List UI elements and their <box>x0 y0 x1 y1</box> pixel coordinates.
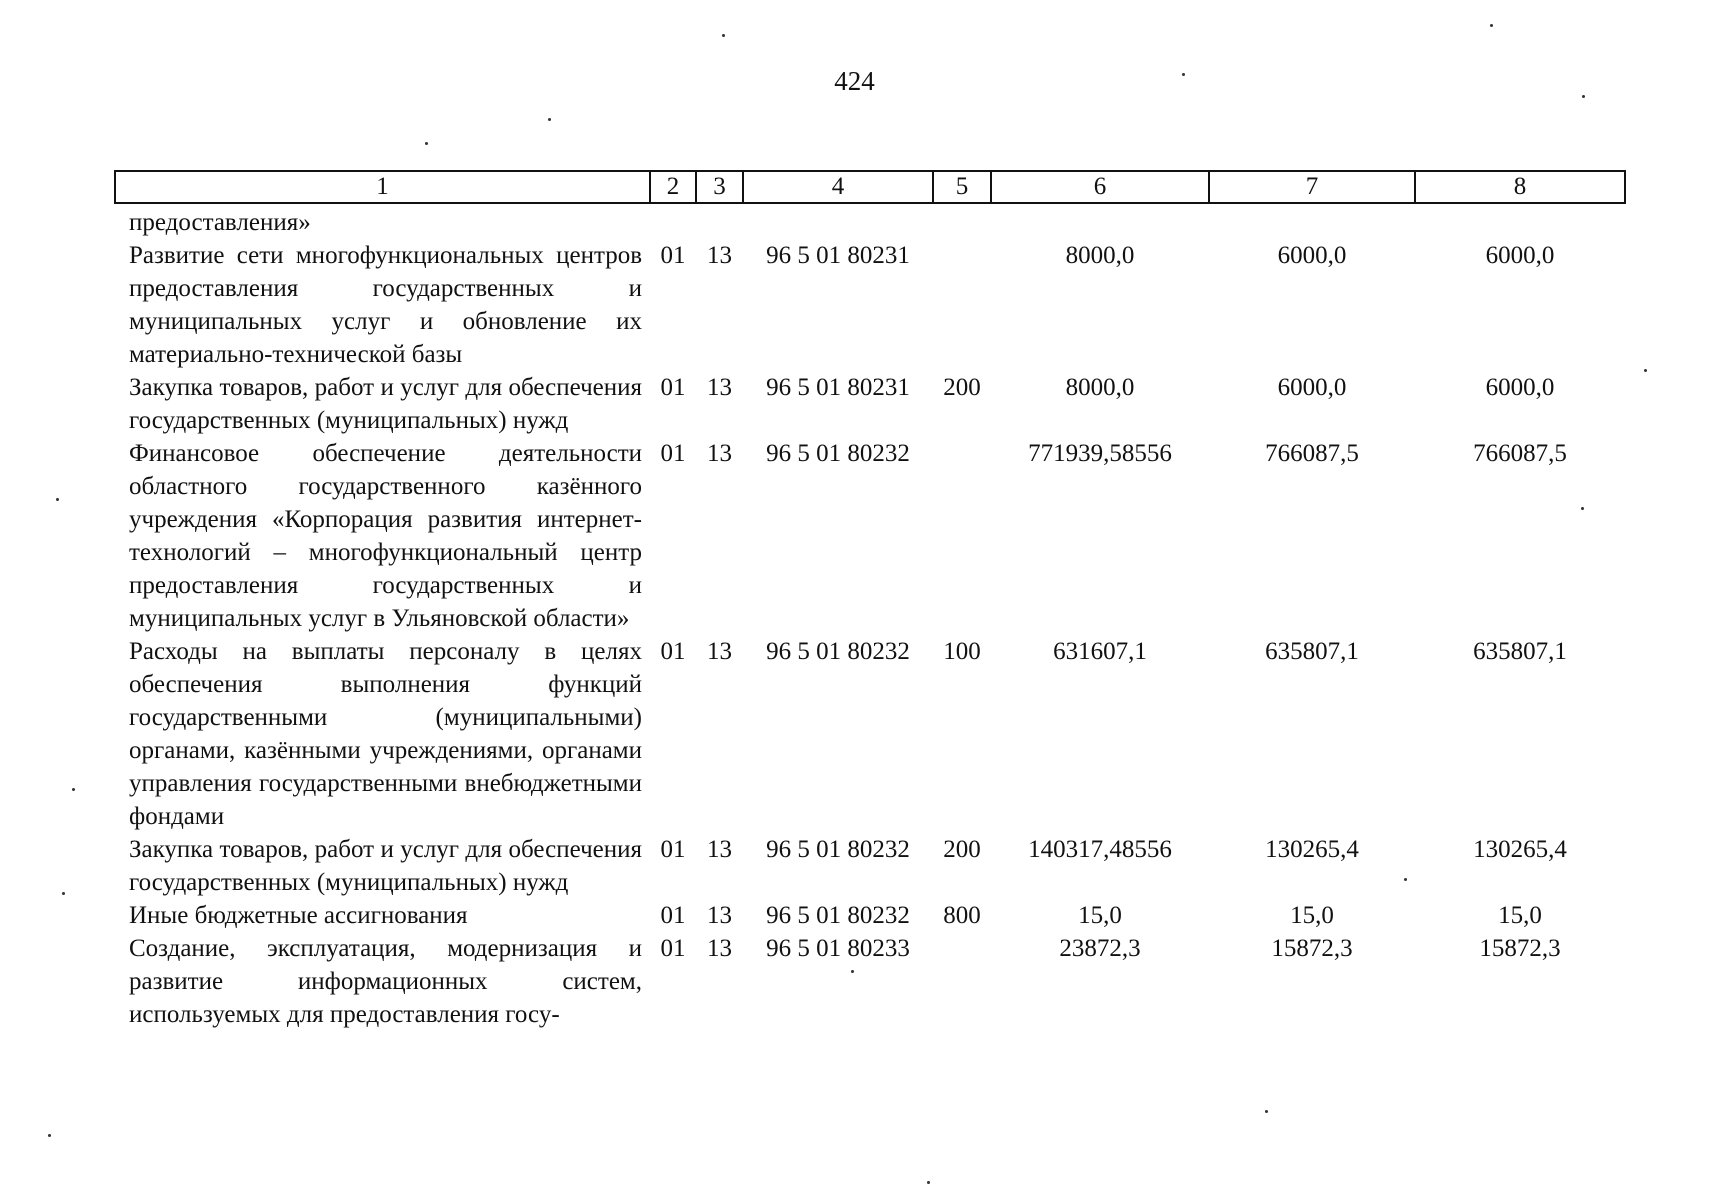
cell-amount-2: 15,0 <box>1290 902 1334 929</box>
cell-subsection: 13 <box>707 902 732 929</box>
row-description: Создание, эксплуатация, модернизация и развитие информационных систем, используемых для предоставления госу- <box>129 935 642 1028</box>
scan-speck <box>851 970 854 973</box>
column-header-1: 1 <box>115 171 650 203</box>
scan-speck <box>48 1134 51 1137</box>
cell-subsection: 13 <box>707 440 732 467</box>
cell-amount-3: 15872,3 <box>1479 935 1561 962</box>
table-row <box>115 239 1625 371</box>
row-description: Закупка товаров, работ и услуг для обеспечения государственных (муниципальных) нужд <box>129 836 642 896</box>
cell-section: 01 <box>660 836 686 863</box>
cell-amount-1: 23872,3 <box>1059 935 1141 962</box>
cell-subsection: 13 <box>707 935 732 962</box>
cell-amount-1: 140317,48556 <box>1028 836 1172 863</box>
cell-target-code: 96 5 01 80231 <box>766 374 910 401</box>
scan-speck <box>927 1181 930 1184</box>
cell-section: 01 <box>660 440 686 467</box>
table-row <box>115 203 1625 239</box>
column-header-3: 3 <box>696 171 743 203</box>
cell-target-code <box>743 203 933 239</box>
cell-section: 01 <box>660 374 686 401</box>
column-header-6: 6 <box>991 171 1209 203</box>
cell-amount-3: 130265,4 <box>1473 836 1567 863</box>
cell-amount-2: 15872,3 <box>1271 935 1353 962</box>
cell-target-code: 96 5 01 80233 <box>766 935 910 962</box>
cell-subsection: 13 <box>707 242 732 269</box>
scan-speck <box>1581 507 1584 510</box>
cell-subsection: 13 <box>707 638 732 665</box>
cell-amount-3: 6000,0 <box>1485 242 1555 269</box>
row-description: Расходы на выплаты персоналу в целях обеспечения выполнения функций государственными (муниципальными) органами, казёнными учреждениями, органами управления государственными внебюджетными фондами <box>129 638 642 830</box>
scan-speck <box>722 34 725 37</box>
cell-amount-2 <box>1209 203 1415 239</box>
row-description: предоставления» <box>129 209 311 236</box>
cell-expense-type: 100 <box>943 638 981 665</box>
cell-amount-2: 6000,0 <box>1277 374 1347 401</box>
cell-amount-3: 766087,5 <box>1473 440 1567 467</box>
scan-speck <box>56 498 59 501</box>
cell-amount-1: 771939,58556 <box>1028 440 1172 467</box>
cell-expense-type: 800 <box>943 902 981 929</box>
row-description: Развитие сети многофункциональных центров предоставления государственных и муниципальных услуг и обновление их материально-технической базы <box>129 242 642 368</box>
cell-target-code: 96 5 01 80232 <box>766 836 910 863</box>
cell-section: 01 <box>660 242 686 269</box>
cell-section: 01 <box>660 935 686 962</box>
cell-amount-1: 8000,0 <box>1065 374 1135 401</box>
table-row <box>115 371 1625 437</box>
cell-section: 01 <box>660 902 686 929</box>
column-header-8: 8 <box>1415 171 1625 203</box>
scan-speck <box>1644 369 1647 372</box>
scan-speck <box>548 118 551 121</box>
cell-amount-3: 15,0 <box>1498 902 1542 929</box>
cell-amount-1: 8000,0 <box>1065 242 1135 269</box>
scan-speck <box>1582 95 1585 98</box>
budget-table <box>114 170 1626 1031</box>
scan-speck <box>1182 73 1185 76</box>
scan-speck <box>1490 24 1493 27</box>
cell-amount-1: 15,0 <box>1078 902 1122 929</box>
row-description: Закупка товаров, работ и услуг для обеспечения государственных (муниципальных) нужд <box>129 374 642 434</box>
column-header-7: 7 <box>1209 171 1415 203</box>
table-row <box>115 437 1625 635</box>
row-description: Иные бюджетные ассигнования <box>129 902 468 929</box>
cell-subsection: 13 <box>707 836 732 863</box>
cell-amount-3: 6000,0 <box>1485 374 1555 401</box>
cell-expense-type <box>933 239 991 371</box>
table-row <box>115 833 1625 899</box>
scan-speck <box>1265 1110 1268 1113</box>
cell-expense-type: 200 <box>943 836 981 863</box>
cell-section: 01 <box>660 638 686 665</box>
column-header-4: 4 <box>743 171 933 203</box>
row-description: Финансовое обеспечение деятельности областного государственного казённого учреждения «Корпорация развития интернет-технологий – многофункциональный центр предоставления государственных и муниципальных услуг в Ульяновской области» <box>129 440 642 632</box>
scan-speck <box>62 892 65 895</box>
cell-target-code: 96 5 01 80231 <box>766 242 910 269</box>
cell-section <box>650 203 696 239</box>
page-number: 424 <box>834 66 875 96</box>
cell-amount-1: 631607,1 <box>1053 638 1147 665</box>
cell-amount-2: 6000,0 <box>1277 242 1347 269</box>
cell-amount-2: 130265,4 <box>1265 836 1359 863</box>
table-row <box>115 635 1625 833</box>
cell-amount-1 <box>991 203 1209 239</box>
column-header-5: 5 <box>933 171 991 203</box>
table-row <box>115 899 1625 932</box>
cell-target-code: 96 5 01 80232 <box>766 638 910 665</box>
cell-target-code: 96 5 01 80232 <box>766 902 910 929</box>
column-header-2: 2 <box>650 171 696 203</box>
cell-subsection <box>696 203 743 239</box>
cell-expense-type: 200 <box>943 374 981 401</box>
cell-expense-type <box>933 437 991 635</box>
cell-subsection: 13 <box>707 374 732 401</box>
cell-amount-2: 766087,5 <box>1265 440 1359 467</box>
scan-speck <box>425 142 428 145</box>
cell-expense-type <box>933 932 991 1031</box>
cell-target-code: 96 5 01 80232 <box>766 440 910 467</box>
table-header-row <box>115 171 1625 203</box>
scan-speck <box>72 788 75 791</box>
table-row <box>115 932 1625 1031</box>
cell-amount-3: 635807,1 <box>1473 638 1567 665</box>
scan-speck <box>1404 878 1407 881</box>
cell-expense-type <box>933 203 991 239</box>
cell-amount-3 <box>1415 203 1625 239</box>
cell-amount-2: 635807,1 <box>1265 638 1359 665</box>
